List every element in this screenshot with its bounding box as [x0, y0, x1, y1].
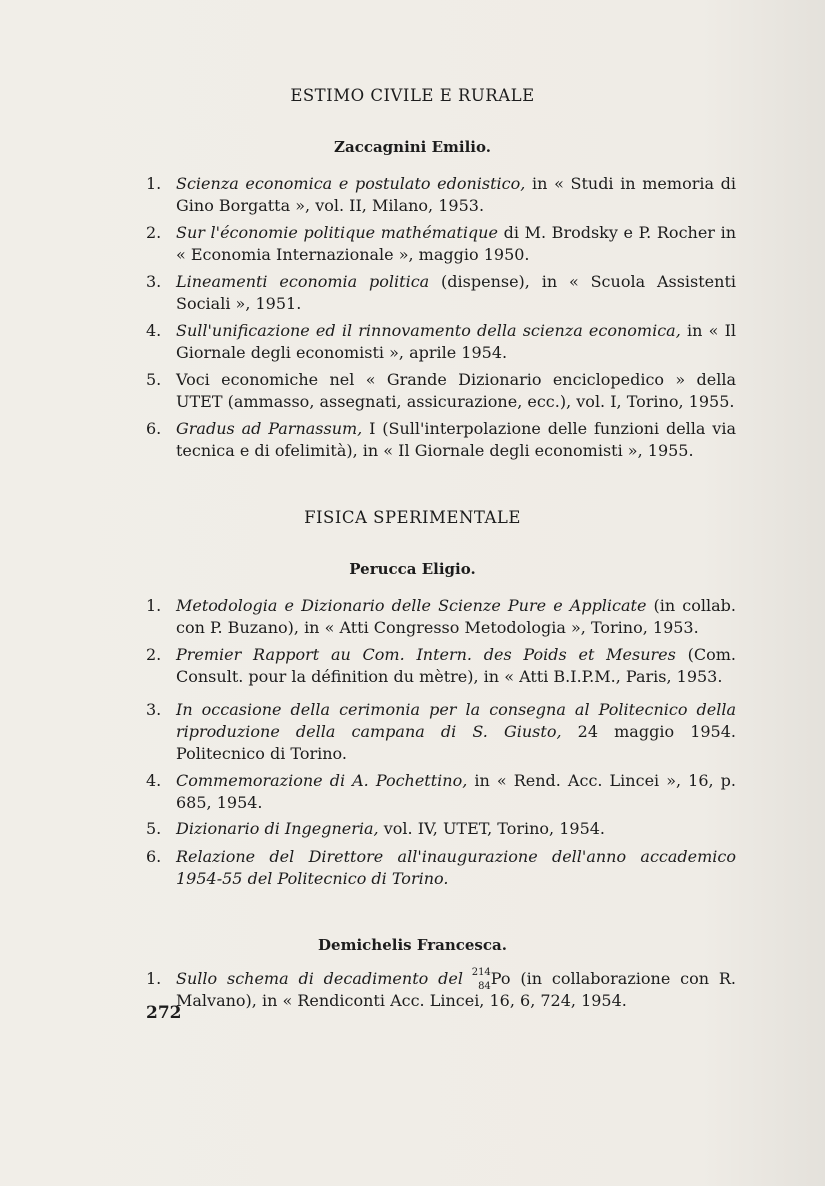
list-item	[146, 595, 736, 639]
entry-details: di M. Brodsky e P. Rocher in « Economia Internazionale », maggio 1950.	[176, 223, 736, 264]
mass-number: 214	[471, 967, 491, 978]
entry-number: 2.	[146, 645, 162, 664]
element-symbol: Po	[490, 969, 511, 988]
author-demichelis: Demichelis Francesca.	[318, 936, 507, 954]
list-item	[146, 173, 736, 217]
entry-title: Lineamenti economia politica	[176, 272, 430, 291]
entry-details: (Com. Consult. pour la définition du mètre), in « Atti B.I.P.M., Paris, 1953.	[176, 645, 737, 686]
section-title-estimo: ESTIMO CIVILE E RURALE	[290, 86, 535, 105]
section-title-fisica: FISICA SPERIMENTALE	[304, 508, 521, 527]
entry-title: Relazione del Direttore all'inaugurazione dell'anno accademico 1954-55 del Politecnico di Torino.	[176, 847, 736, 888]
entry-title: Metodologia e Dizionario delle Scienze Pure e Applicate	[176, 596, 647, 615]
entry-number: 5.	[146, 819, 162, 838]
entry-details: vol. IV, UTET, Torino, 1954.	[378, 819, 606, 838]
entry-title: Dizionario di Ingegneria,	[176, 819, 379, 838]
entry-title: Sull'unificazione ed il rinnovamento della scienza economica,	[176, 321, 681, 340]
entry-number: 6.	[146, 847, 162, 866]
nuclide-notation	[471, 967, 491, 992]
entry-number: 1.	[146, 174, 162, 193]
entry-title: In occasione della cerimonia per la consegna al Politecnico della riproduzione della campana di S. Giusto,	[176, 700, 736, 741]
entry-number: 4.	[146, 771, 162, 790]
entry-title: Sur l'économie politique mathématique	[176, 223, 498, 242]
entry-details: (in collaborazione con R. Malvano), in « Rendiconti Acc. Lincei, 16, 6, 724, 1954.	[176, 969, 737, 1010]
entry-details: (in collab. con P. Buzano), in « Atti Congresso Metodologia », Torino, 1953.	[176, 596, 736, 637]
entry-number: 1.	[146, 969, 162, 988]
entry-details: in « Il Giornale degli economisti », aprile 1954.	[176, 321, 737, 362]
entry-details: in « Studi in memoria di Gino Borgatta », vol. II, Milano, 1953.	[176, 174, 737, 215]
author-zaccagnini: Zaccagnini Emilio.	[334, 138, 491, 156]
entry-number: 3.	[146, 272, 162, 291]
list-item	[146, 418, 736, 462]
list-item	[146, 846, 736, 890]
entry-title: Sullo schema di decadimento del	[176, 969, 463, 988]
entry-number: 5.	[146, 370, 162, 389]
entry-title: Scienza economica e postulato edonistico,	[176, 174, 526, 193]
list-item	[146, 320, 736, 364]
entry-number: 3.	[146, 700, 162, 719]
entry-title: Premier Rapport au Com. Intern. des Poids et Mesures	[176, 645, 676, 664]
entry-number: 1.	[146, 596, 162, 615]
entry-title: Gradus ad Parnassum,	[176, 419, 363, 438]
entry-details: I (Sull'interpolazione delle funzioni della via tecnica e di ofelimità), in « Il Giornale degli economisti », 1955.	[176, 419, 736, 460]
page-number: 272	[146, 1003, 182, 1023]
entry-details: (dispense), in « Scuola Assistenti Sociali », 1951.	[176, 272, 736, 313]
atomic-number: 84	[478, 981, 491, 992]
list-item	[146, 818, 736, 840]
list-item	[146, 644, 736, 688]
entry-details: 24 maggio 1954. Politecnico di Torino.	[176, 722, 736, 763]
list-item	[146, 968, 736, 1012]
entry-title: Commemorazione di A. Pochettino,	[176, 771, 468, 790]
list-item	[146, 369, 736, 413]
author-perucca: Perucca Eligio.	[349, 560, 476, 578]
entry-details: Voci economiche nel « Grande Dizionario enciclopedico » della UTET (ammasso, assegnati, assicurazione, ecc.), vol. I, Torino, 1955.	[176, 370, 736, 411]
entry-details: in « Rend. Acc. Lincei », 16, p. 685, 1954.	[176, 771, 736, 812]
list-item	[146, 222, 736, 266]
list-item	[146, 699, 736, 765]
entry-number: 6.	[146, 419, 162, 438]
list-item	[146, 271, 736, 315]
list-item	[146, 770, 736, 814]
entry-number: 4.	[146, 321, 162, 340]
entry-number: 2.	[146, 223, 162, 242]
